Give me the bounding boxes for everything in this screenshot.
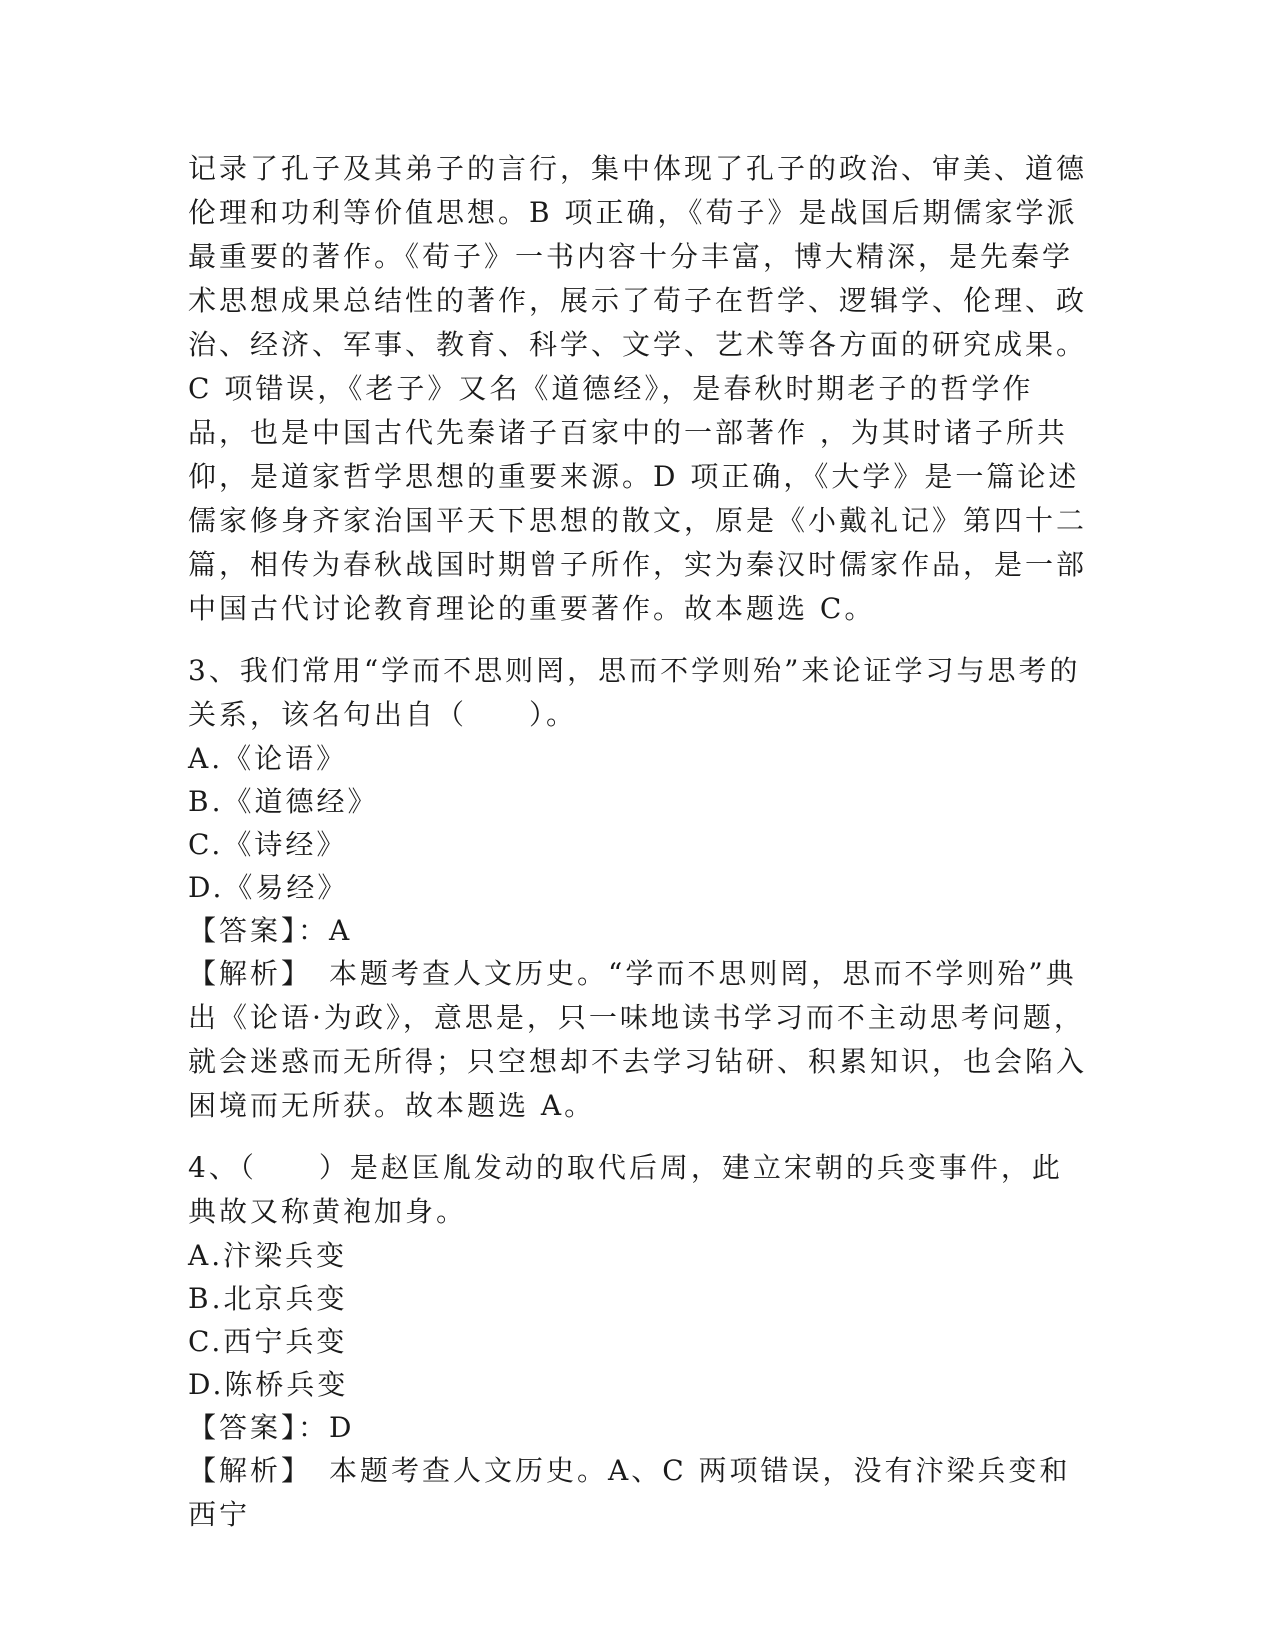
q4-option-b: B.北京兵变 — [188, 1282, 348, 1315]
spacer — [188, 631, 1088, 649]
spacer — [188, 1128, 1088, 1146]
q4-stem: 4、（ ）是赵匡胤发动的取代后周，建立宋朝的兵变事件，此典故又称黄袍加身。 — [188, 1151, 1063, 1228]
q4-analysis: 【解析】 本题考查人文历史。A、C 两项错误，没有汴梁兵变和西宁 — [188, 1454, 1071, 1531]
q4-answer: 【答案】：D — [188, 1411, 355, 1444]
q3-option-d: D.《易经》 — [188, 871, 349, 904]
q4-option-a: A.汴梁兵变 — [188, 1239, 348, 1272]
q3-stem: 3、我们常用“学而不思则罔，思而不学则殆”来论证学习与思考的关系，该名句出自（ ）。 — [188, 654, 1081, 731]
q3-option-a: A.《论语》 — [188, 742, 348, 775]
q3-analysis: 【解析】 本题考查人文历史。“学而不思则罔，思而不学则殆”典出《论语·为政》，意思是，只一味地读书学习而不主动思考问题，就会迷惑而无所得；只空想却不去学习钻研、积累知识，也会陷入困境而无所获。故本题选 A。 — [188, 957, 1088, 1122]
q4-option-c: C.西宁兵变 — [188, 1325, 348, 1358]
q4-option-d: D.陈桥兵变 — [188, 1368, 349, 1401]
question-3 — [188, 649, 1088, 1128]
question-4 — [188, 1146, 1088, 1537]
q3-option-b: B.《道德经》 — [188, 785, 379, 818]
q2-explanation-continued: 记录了孔子及其弟子的言行，集中体现了孔子的政治、审美、道德伦理和功利等价值思想。B 项正确，《荀子》是战国后期儒家学派最重要的著作。《荀子》一书内容十分丰富，博大精深，是先秦学术思想成果总结性的著作，展示了荀子在哲学、逻辑学、伦理、政治、经济、军事、教育、科学、文学、艺术等各方面的研究成果。C 项错误，《老子》又名《道德经》，是春秋时期老子的哲学作品，也是中国古代先秦诸子百家中的一部著作 ，为其时诸子所共仰，是道家哲学思想的重要来源。D 项正确，《大学》是一篇论述儒家修身齐家治国平天下思想的散文，原是《小戴礼记》第四十二篇，相传为春秋战国时期曾子所作，实为秦汉时儒家作品，是一部中国古代讨论教育理论的重要著作。故本题选 C。 — [188, 152, 1088, 625]
q3-answer: 【答案】：A — [188, 914, 353, 947]
q3-option-c: C.《诗经》 — [188, 828, 348, 861]
document-content — [188, 147, 1088, 1537]
